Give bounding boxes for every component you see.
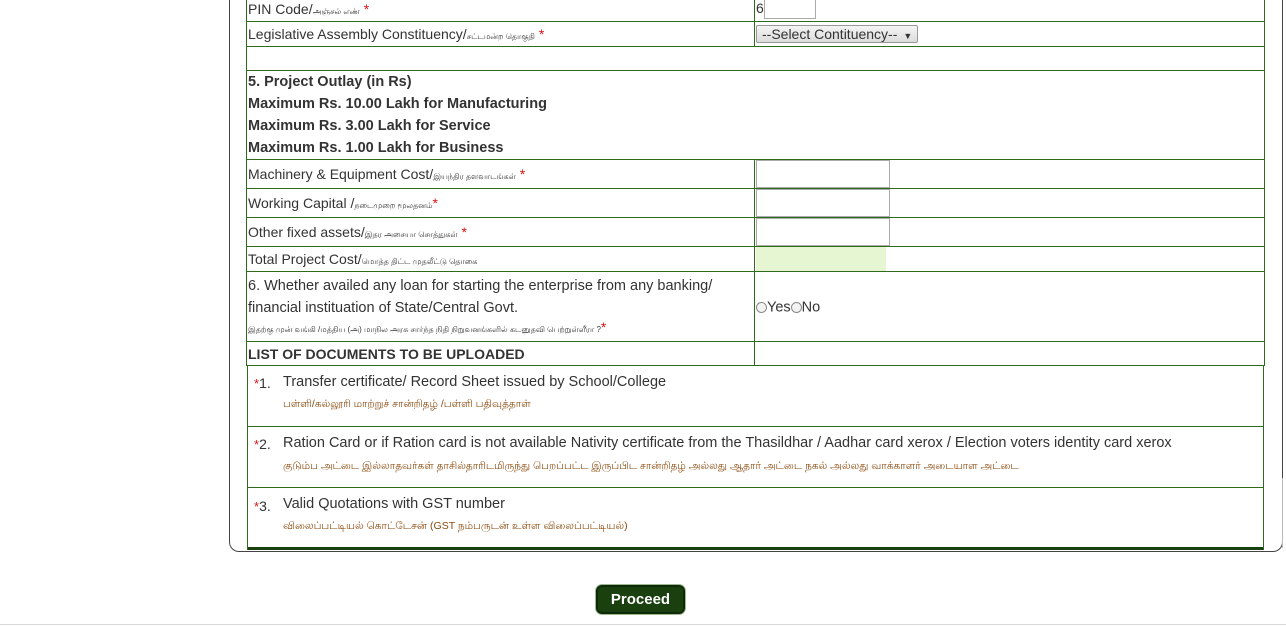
document-item	[248, 488, 1263, 547]
pin-label-tamil: அஞ்சல் எண்	[312, 7, 360, 16]
required-mark: *	[254, 499, 260, 514]
machinery-cost-input-cell	[755, 160, 1265, 189]
other-assets-row	[247, 218, 1265, 247]
total-cost-label-tamil: மொத்த திட்ட முதலீட்டு தொகை	[361, 257, 478, 266]
working-capital-input[interactable]	[756, 189, 890, 217]
pin-label-cell	[247, 0, 755, 22]
total-cost-field	[756, 247, 886, 271]
other-assets-input[interactable]	[756, 218, 890, 246]
project-outlay-row	[247, 71, 1265, 160]
documents-header: LIST OF DOCUMENTS TO BE UPLOADED	[248, 345, 525, 362]
required-mark: *	[363, 1, 370, 17]
loan-question-tamil-wrap	[248, 319, 754, 338]
pin-row	[247, 0, 1265, 22]
document-title-tamil: பள்ளி/கல்லூரி மாற்றுச் சான்றிதழ் /பள்ளி பதிவுத்தாள்	[283, 398, 531, 410]
constituency-label-cell	[247, 22, 755, 47]
loan-yes-radio[interactable]	[756, 302, 767, 313]
proceed-button[interactable]: Proceed	[596, 585, 685, 614]
document-title: Valid Quotations with GST number	[283, 496, 505, 512]
document-number-value: 1.	[259, 375, 271, 391]
constituency-select-value: --Select Contituency--	[762, 26, 898, 42]
document-number-value: 3.	[259, 498, 271, 514]
machinery-cost-row	[247, 160, 1265, 189]
loan-question: 6. Whether availed any loan for starting the enterprise from any banking/ financial instituation of State/Central Govt.	[248, 278, 713, 316]
total-cost-label: Total Project Cost/	[248, 251, 362, 267]
working-capital-row	[247, 189, 1265, 218]
required-mark: *	[519, 166, 526, 182]
constituency-label-tamil: சட்டமன்ற தொகுதி	[466, 32, 535, 41]
pin-label: PIN Code/	[248, 1, 313, 17]
constituency-select[interactable]	[756, 25, 918, 43]
machinery-cost-label: Machinery & Equipment Cost/	[248, 166, 434, 182]
loan-question-tamil: இதற்கு முன் வங்கி /மத்திய (அ) மாநில அரசு சார்ந்த நிதி நிறுவனங்களில் கடனுதவி பெற்றுள்ளீரா ?	[248, 325, 601, 334]
pin-prefix: 6	[756, 0, 764, 16]
required-mark: *	[538, 26, 545, 42]
document-item	[248, 365, 1263, 427]
document-title-tamil: விலைப்பட்டியல் கொட்டேசன் (GST நம்பருடன் உள்ள விலைப்பட்டியல்)	[283, 520, 628, 532]
total-cost-label-cell	[247, 247, 755, 272]
pin-code-input[interactable]	[764, 0, 816, 19]
documents-list	[247, 365, 1264, 550]
required-mark: *	[254, 437, 260, 452]
scrollbar-edge	[1282, 478, 1283, 548]
project-outlay-heading: 5. Project Outlay (in Rs)	[248, 74, 412, 90]
document-number	[254, 498, 271, 514]
loan-no-radio[interactable]	[791, 302, 802, 313]
document-title: Ration Card or if Ration card is not available Nativity certificate from the Thasildhar / Aadhar card xerox / Election voters identity card xerox	[283, 435, 1172, 451]
constituency-label: Legislative Assembly Constituency/	[248, 26, 467, 42]
required-mark: *	[254, 376, 260, 391]
loan-options-cell	[755, 272, 1265, 342]
loan-question-cell	[247, 272, 755, 342]
document-title-tamil: குடும்ப அட்டை இல்லாதவர்கள் தாசில்தாரிடமிருந்து பெறப்பட்ட இருப்பிட சான்றிதழ் அல்லது ஆதார் அட்டை நகல் அல்லது வாக்காளர் அடையாள அட்டை	[283, 460, 1019, 472]
required-mark: *	[600, 319, 607, 335]
documents-header-cell	[247, 342, 755, 366]
required-mark: *	[461, 224, 467, 240]
documents-header-empty-cell	[755, 342, 1265, 366]
outlay-manufacturing-limit: Maximum Rs. 10.00 Lakh for Manufacturing	[248, 96, 547, 112]
machinery-cost-label-cell	[247, 160, 755, 189]
total-cost-value-cell	[755, 247, 1265, 272]
constituency-row	[247, 22, 1265, 47]
other-assets-label-tamil: இதர அசையா சொத்துகள்	[364, 230, 458, 239]
application-form-table	[246, 0, 1265, 366]
working-capital-label-tamil: நடைமுறை மூலதனம்	[354, 201, 433, 210]
working-capital-label: Working Capital /	[248, 195, 355, 211]
chevron-down-icon: ▼	[903, 31, 913, 41]
document-number-value: 2.	[259, 436, 271, 452]
loan-no-label[interactable]: No	[801, 299, 821, 316]
project-outlay-cell	[247, 71, 1265, 160]
spacer-row	[247, 47, 1265, 71]
outlay-business-limit: Maximum Rs. 1.00 Lakh for Business	[248, 140, 504, 156]
document-title: Transfer certificate/ Record Sheet issued by School/College	[283, 374, 667, 390]
document-item	[248, 427, 1263, 488]
other-assets-label-cell	[247, 218, 755, 247]
total-cost-row	[247, 247, 1265, 272]
loan-row	[247, 272, 1265, 342]
other-assets-input-cell	[755, 218, 1265, 247]
machinery-cost-input[interactable]	[756, 160, 890, 188]
page-bottom-divider	[0, 624, 1286, 625]
documents-header-row	[247, 342, 1265, 366]
outlay-service-limit: Maximum Rs. 3.00 Lakh for Service	[248, 118, 491, 134]
document-number	[254, 436, 271, 452]
pin-value-cell	[755, 0, 1265, 22]
documents-bottom-bar	[248, 547, 1263, 550]
loan-yes-label[interactable]: Yes	[767, 299, 791, 316]
constituency-value-cell	[755, 22, 1265, 47]
document-number	[254, 375, 271, 391]
working-capital-label-cell	[247, 189, 755, 218]
machinery-cost-label-tamil: இயந்திர தளவாடங்கள்	[433, 172, 516, 181]
other-assets-label: Other fixed assets/	[248, 224, 365, 240]
working-capital-input-cell	[755, 189, 1265, 218]
spacer-cell	[247, 47, 1265, 71]
required-mark: *	[432, 195, 438, 211]
